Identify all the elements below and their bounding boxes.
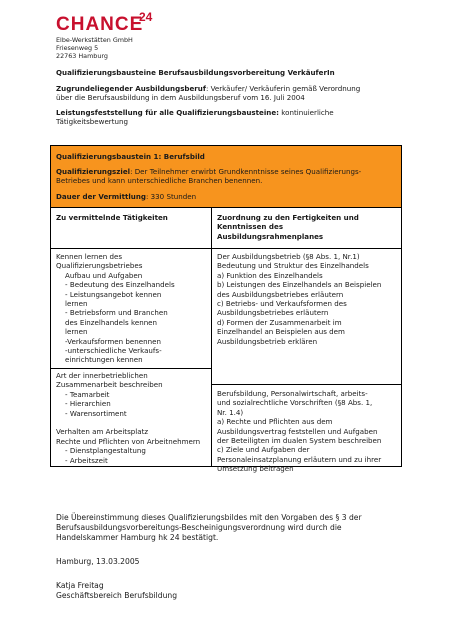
column-header-framework: [217, 213, 397, 241]
text-line: Qualifizierungsbetriebes: [56, 261, 143, 271]
base-profession-label: Zugrundeliegender Ausbildungsberuf: [56, 84, 206, 93]
base-profession-text: : Verkäufer/ Verkäuferin gemäß Verordnung: [205, 84, 361, 93]
text-line: lernen: [56, 327, 88, 337]
signer-name: Katja Freitag: [56, 581, 104, 590]
module-duration-value: : 330 Stunden: [146, 192, 197, 201]
text-line: - Teamarbeit: [56, 389, 110, 399]
text-line: des Ausbildungsbetriebes erläutern: [217, 289, 344, 299]
text-line: - Betriebsform und Branchen: [56, 308, 168, 318]
logo-number: 24: [139, 10, 153, 24]
text-line: a) Rechte und Pflichten aus dem: [217, 417, 333, 427]
text-line: - Arbeitszeit: [56, 455, 108, 465]
assessment-label: Leistungsfeststellung für alle Qualifizierungsbausteine:: [56, 108, 279, 117]
column-header-line: Zuordnung zu den Fertigkeiten und: [217, 213, 359, 222]
column-header-line: Kenntnissen des: [217, 222, 284, 232]
module-goal: [56, 167, 398, 186]
statement-line: Die Übereinstimmung dieses Qualifizierungsbildes mit den Vorgaben des § 3 der: [56, 513, 362, 522]
module-duration-label: Dauer der Vermittlung: [56, 192, 146, 201]
text-line: - Hierarchien: [56, 399, 111, 409]
text-line: Einzelhandel an Beispielen aus dem: [217, 327, 345, 337]
address-line: Friesenweg 5: [56, 44, 99, 52]
text-line: - Warensortiment: [56, 408, 127, 418]
text-line: Ausbildungsvertrag feststellen und Aufgaben: [217, 426, 378, 436]
text-line: a) Funktion des Einzelhandels: [217, 270, 323, 280]
text-line: b) Leistungen des Einzelhandels an Beispielen: [217, 280, 382, 290]
text-line: -unterschiedliche Verkaufs-: [56, 346, 162, 356]
row-1-activities: [56, 252, 210, 365]
text-line: - Bedeutung des Einzelhandels: [56, 280, 175, 290]
row-2-framework: [217, 389, 399, 474]
text-line: d) Formen der Zusammenarbeit im: [217, 317, 342, 327]
approval-statement: [56, 513, 396, 544]
text-line: Verhalten am Arbeitsplatz: [56, 427, 149, 437]
assessment-text: Tätigkeitsbewertung: [56, 117, 128, 127]
text-line: Rechte und Pflichten von Arbeitnehmern: [56, 436, 201, 446]
module-goal-label: Qualifizierungsziel: [56, 167, 131, 176]
text-line: - Leistungsangebot kennen: [56, 289, 162, 299]
column-header-line: Ausbildungsrahmenplanes: [217, 231, 324, 241]
text-line: Nr. 1.4): [217, 407, 244, 417]
document-title: Qualifizierungsbausteine Berufsausbildungsvorbereitung VerkäuferIn: [56, 68, 335, 77]
text-line: und sozialrechtliche Vorschriften (§8 Abs. 1,: [217, 398, 373, 408]
text-line: Personaleinsatzplanung erläutern und zu ihrer: [217, 454, 382, 464]
base-profession: [56, 84, 401, 103]
text-line: Ausbildungsbetrieb erklären: [217, 336, 318, 346]
assessment-text: kontinuierliche: [279, 108, 334, 117]
text-line: Bedeutung und Struktur des Einzelhandels: [217, 261, 369, 271]
qualification-table: [50, 145, 402, 474]
text-line: Berufsbildung, Personalwirtschaft, arbeits-: [217, 389, 368, 398]
statement-line: Berufsausbildungsvorbereitungs-Bescheinigungsverordnung wird durch die: [56, 523, 342, 533]
address-line: Elbe-Werkstätten GmbH: [56, 36, 133, 44]
module-duration: [56, 192, 396, 201]
text-line: der Beteiligten im dualen System beschreiben: [217, 436, 382, 446]
address-line: 22763 Hamburg: [56, 52, 108, 60]
module-goal-text: Betriebes und kann unterschiedliche Branchen benennen.: [56, 176, 263, 186]
text-line: [56, 418, 210, 427]
text-line: -Verkaufsformen benennen: [56, 336, 161, 346]
text-line: Aufbau und Aufgaben: [56, 270, 143, 280]
text-line: Kennen lernen des: [56, 252, 123, 261]
text-line: des Einzelhandels kennen: [56, 317, 158, 327]
text-line: Ausbildungsbetriebes erläutern: [217, 308, 329, 318]
base-profession-text: über die Berufsausbildung in dem Ausbildungsberuf vom 16. Juli 2004: [56, 93, 305, 103]
text-line: Zusammenarbeit beschreiben: [56, 380, 163, 390]
row-1-framework: [217, 252, 399, 346]
module-goal-text: : Der Teilnehmer erwirbt Grundkenntnisse seines Qualifizierungs-: [130, 167, 362, 176]
text-line: c) Betriebs- und Verkaufsformen des: [217, 299, 347, 309]
text-line: Der Ausbildungsbetrieb (§8 Abs. 1, Nr.1): [217, 252, 360, 261]
text-line: Umsetzung beitragen: [217, 464, 294, 474]
text-line: lernen: [56, 299, 88, 309]
place-date: Hamburg, 13.03.2005: [56, 557, 140, 566]
logo-brand: CHANCE: [56, 14, 144, 35]
module-title: Qualifizierungsbaustein 1: Berufsbild: [56, 152, 205, 161]
company-address: [56, 36, 133, 60]
text-line: Art der innerbetrieblichen: [56, 371, 148, 380]
text-line: c) Ziele und Aufgaben der: [217, 445, 310, 455]
signer-role: Geschäftsbereich Berufsbildung: [56, 591, 178, 601]
column-header-activities: Zu vermittelnde Tätigkeiten: [56, 213, 168, 222]
row-2-activities: [56, 371, 210, 465]
statement-line: Handelskammer Hamburg hk 24 bestätigt.: [56, 533, 219, 543]
signature-block: [56, 581, 396, 601]
text-line: einrichtungen kennen: [56, 355, 143, 365]
text-line: - Dienstplangestaltung: [56, 446, 146, 456]
assessment: [56, 108, 401, 127]
